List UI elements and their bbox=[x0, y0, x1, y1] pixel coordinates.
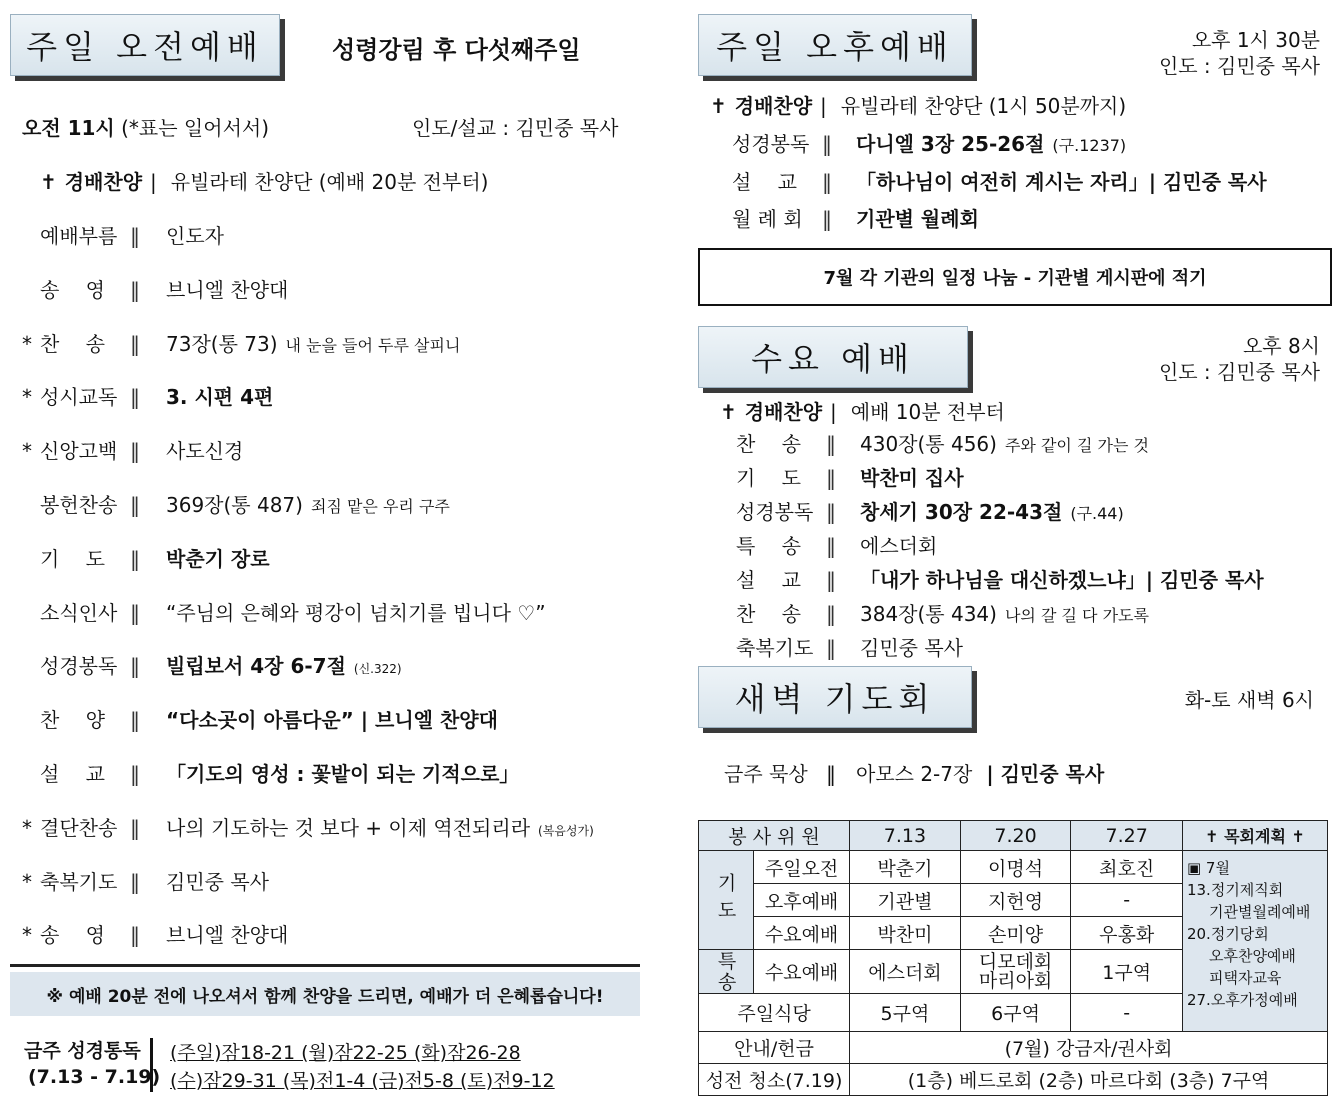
service-item bbox=[22, 489, 450, 518]
item-value: 김민중 목사 bbox=[860, 636, 963, 660]
divider: ‖ bbox=[130, 654, 140, 679]
morning-notice-box: ※ 예배 20분 전에 나오셔서 함께 찬양을 드리면, 예배가 더 은혜롭습니다! bbox=[10, 972, 640, 1016]
item-value: 창세기 30장 22-43절 bbox=[860, 500, 1063, 524]
item-label: 성경봉독 bbox=[40, 654, 118, 679]
service-item bbox=[22, 435, 243, 464]
table-cell: 우홍화 bbox=[1071, 917, 1183, 950]
divider: ‖ bbox=[822, 169, 832, 194]
service-item bbox=[22, 866, 269, 895]
guide-value: (7월) 강금자/권사회 bbox=[850, 1032, 1328, 1064]
dawn-prayer-header: 새벽 기도회 bbox=[698, 666, 972, 728]
afternoon-notice-box: 7월 각 기관의 일정 나눔 - 기관별 게시판에 적기 bbox=[698, 248, 1332, 306]
row-label: 주일식당 bbox=[699, 994, 850, 1032]
item-note: 내 눈을 들어 두루 살피니 bbox=[285, 335, 461, 355]
reading-dates: (7.13 - 7.19) bbox=[28, 1066, 161, 1088]
dawn-value: 아모스 2-7장 bbox=[856, 762, 973, 786]
table-cell: 6구역 bbox=[960, 994, 1071, 1032]
morning-service-subtitle: 성령강림 후 다섯째주일 bbox=[332, 36, 581, 64]
divider: ‖ bbox=[826, 568, 836, 592]
item-note: (복음성가) bbox=[538, 823, 594, 838]
standing-marker: * bbox=[22, 385, 32, 410]
service-item bbox=[22, 919, 288, 948]
standing-marker: * bbox=[22, 439, 32, 464]
service-item bbox=[736, 564, 1264, 593]
divider: ‖ bbox=[826, 432, 836, 456]
plan-item: 27.오후가정예배 bbox=[1186, 991, 1298, 1009]
divider: ‖ bbox=[130, 224, 140, 248]
item-value: 다니엘 3장 25-26절 bbox=[856, 132, 1045, 156]
item-label: 찬 양 bbox=[40, 708, 105, 733]
item-value: 빌립보서 4장 6-7절 bbox=[166, 654, 346, 679]
table-cell: 기관별 bbox=[850, 884, 961, 917]
dawn-row bbox=[724, 758, 1104, 787]
praise-value: 유빌라테 찬양단 (예배 20분 전부터) bbox=[170, 170, 489, 194]
divider: ‖ bbox=[130, 493, 140, 517]
service-item bbox=[736, 428, 1149, 457]
service-item bbox=[22, 597, 546, 626]
item-note: (신.322) bbox=[353, 662, 402, 677]
item-label: 송 영 bbox=[40, 277, 105, 302]
divider: | bbox=[820, 94, 827, 118]
divider: ‖ bbox=[130, 331, 140, 356]
divider: ‖ bbox=[826, 534, 836, 558]
item-value: “다소곳이 아름다운” | 브니엘 찬양대 bbox=[166, 708, 498, 733]
plan-cell bbox=[1182, 851, 1327, 1032]
item-label: 성경봉독 bbox=[732, 132, 810, 156]
item-value: “주님의 은혜와 평강이 넘치기를 빕니다 ♡” bbox=[166, 600, 546, 625]
plan-item: 피택자교육 bbox=[1208, 969, 1282, 987]
afternoon-praise-row bbox=[710, 90, 1126, 119]
date-header: 7.27 bbox=[1071, 821, 1183, 851]
item-label: 송 영 bbox=[40, 923, 105, 948]
service-item bbox=[736, 632, 963, 661]
service-item bbox=[22, 328, 460, 357]
item-label: 성시교독 bbox=[40, 385, 118, 410]
divider: ‖ bbox=[822, 207, 832, 231]
morning-praise-row bbox=[40, 166, 488, 195]
item-label: 예배부름 bbox=[40, 224, 118, 248]
plan-item: 기관별월례예배 bbox=[1208, 903, 1311, 921]
divider: ‖ bbox=[826, 602, 836, 626]
table-cell: 5구역 bbox=[850, 994, 961, 1032]
date-header: 7.20 bbox=[960, 821, 1071, 851]
standing-marker: * bbox=[22, 331, 32, 356]
divider: ‖ bbox=[130, 385, 140, 410]
item-value: 박춘기 장로 bbox=[166, 546, 270, 571]
item-label: 찬 송 bbox=[40, 331, 105, 356]
reading-divider bbox=[150, 1038, 153, 1092]
morning-time bbox=[22, 112, 269, 141]
service-item bbox=[22, 758, 519, 787]
table-cell: 박찬미 bbox=[850, 917, 961, 950]
table-cell: 이명석 bbox=[960, 851, 1071, 884]
service-item bbox=[22, 704, 498, 733]
standing-marker: * bbox=[22, 923, 32, 948]
cross-icon: ✝ bbox=[710, 94, 727, 118]
item-label: 특 송 bbox=[736, 534, 801, 558]
item-label: 기 도 bbox=[40, 546, 105, 571]
morning-leader: 인도/설교 : 김민중 목사 bbox=[412, 116, 619, 140]
dawn-time: 화-토 새벽 6시 bbox=[1184, 688, 1314, 712]
service-item bbox=[22, 220, 224, 249]
item-value: 나의 기도하는 것 보다 + 이제 역전되리라 bbox=[166, 815, 531, 840]
afternoon-leader: 인도 : 김민중 목사 bbox=[1158, 54, 1320, 78]
service-item bbox=[736, 462, 964, 491]
reading-line-1: (주일)잠18-21 (월)잠22-25 (화)잠26-28 bbox=[170, 1042, 521, 1064]
item-value: 기관별 월례회 bbox=[856, 207, 979, 231]
wednesday-praise-row bbox=[720, 396, 1005, 425]
item-value: 「하나님이 여전히 계시는 자리」| 김민중 목사 bbox=[856, 169, 1267, 194]
divider: ‖ bbox=[130, 708, 140, 733]
item-label: 찬 송 bbox=[736, 602, 801, 626]
item-value: 브니엘 찬양대 bbox=[166, 923, 289, 948]
item-value: 「기도의 영성 : 꽃밭이 되는 기적으로」 bbox=[166, 762, 520, 786]
item-value: 3. 시편 4편 bbox=[166, 385, 274, 410]
service-item bbox=[22, 274, 288, 303]
divider: ‖ bbox=[130, 277, 140, 302]
date-header: 7.13 bbox=[850, 821, 961, 851]
service-item bbox=[22, 381, 273, 410]
praise-value: 예배 10분 전부터 bbox=[850, 400, 1005, 424]
table-cell: 에스더회 bbox=[850, 950, 961, 994]
item-label: 찬 송 bbox=[736, 432, 801, 456]
morning-divider-line bbox=[10, 964, 640, 967]
service-table-title: 봉 사 위 원 bbox=[699, 821, 850, 851]
table-cell: 지헌영 bbox=[960, 884, 1071, 917]
table-cell: 디모데회 마리아회 bbox=[960, 950, 1071, 994]
table-cell: - bbox=[1071, 994, 1183, 1032]
praise-label: 경배찬양 bbox=[734, 94, 813, 118]
item-note: (구.1237) bbox=[1052, 136, 1127, 155]
divider: ‖ bbox=[826, 466, 836, 490]
wednesday-leader: 인도 : 김민중 목사 bbox=[1158, 360, 1320, 384]
divider: ‖ bbox=[130, 869, 140, 894]
item-value: 박찬미 집사 bbox=[860, 466, 964, 490]
wednesday-service-header: 수요 예배 bbox=[698, 326, 968, 388]
divider: ‖ bbox=[130, 439, 140, 464]
service-item bbox=[22, 650, 402, 679]
item-note: (구.44) bbox=[1070, 504, 1124, 523]
divider: ‖ bbox=[826, 762, 836, 786]
service-item bbox=[736, 598, 1149, 627]
service-item bbox=[22, 543, 270, 572]
divider: ‖ bbox=[826, 500, 836, 524]
item-value: 384장(통 434) bbox=[860, 602, 997, 626]
item-label: 설 교 bbox=[736, 568, 801, 592]
prayer-group-label: 기도 bbox=[699, 851, 754, 950]
divider: | bbox=[830, 400, 837, 424]
table-cell: 손미양 bbox=[960, 917, 1071, 950]
standing-marker: * bbox=[22, 869, 32, 894]
row-label: 수요예배 bbox=[754, 917, 850, 950]
clean-value: (1층) 베드로회 (2층) 마르다회 (3층) 7구역 bbox=[850, 1064, 1328, 1096]
morning-service-header: 주일 오전예배 bbox=[10, 14, 280, 76]
item-label: 성경봉독 bbox=[736, 500, 814, 524]
service-item bbox=[736, 496, 1124, 525]
afternoon-time: 오후 1시 30분 bbox=[1191, 28, 1320, 52]
divider: ‖ bbox=[130, 815, 140, 840]
item-label: 봉헌찬송 bbox=[40, 493, 118, 517]
table-cell: 1구역 bbox=[1071, 950, 1183, 994]
item-note: 주와 같이 길 가는 것 bbox=[1004, 436, 1149, 455]
item-value: 김민중 목사 bbox=[166, 869, 269, 894]
praise-label: 경배찬양 bbox=[64, 170, 143, 194]
divider: ‖ bbox=[826, 636, 836, 660]
service-table bbox=[698, 820, 1328, 1096]
morning-time-value: 오전 11시 bbox=[22, 116, 115, 140]
praise-value: 유빌라테 찬양단 (1시 50분까지) bbox=[840, 94, 1127, 118]
item-value: 73장(통 73) bbox=[166, 331, 278, 356]
plan-item: ▣ 7월 bbox=[1186, 859, 1230, 877]
item-label: 축복기도 bbox=[736, 636, 814, 660]
item-note: 죄짐 맡은 우리 구주 bbox=[310, 497, 450, 516]
item-value: 369장(통 487) bbox=[166, 493, 303, 517]
special-group-label: 특송 bbox=[699, 950, 754, 994]
cross-icon: ✝ bbox=[40, 170, 57, 194]
table-cell: - bbox=[1071, 884, 1183, 917]
item-note: 나의 갈 길 다 가도록 bbox=[1004, 606, 1149, 625]
item-value: 「내가 하나님을 대신하겠느냐」| 김민중 목사 bbox=[860, 568, 1264, 592]
morning-time-note: (*표는 일어서서) bbox=[121, 116, 270, 140]
item-label: 설 교 bbox=[732, 169, 797, 194]
row-label: 오후예배 bbox=[754, 884, 850, 917]
plan-item: 오후찬양예배 bbox=[1208, 947, 1296, 965]
plan-item: 13.정기제직회 bbox=[1186, 881, 1284, 899]
wednesday-time: 오후 8시 bbox=[1242, 334, 1320, 358]
reading-title: 금주 성경통독 bbox=[24, 1040, 141, 1062]
item-value: 사도신경 bbox=[166, 439, 244, 464]
divider: ‖ bbox=[130, 600, 140, 625]
item-value: 430장(통 456) bbox=[860, 432, 997, 456]
divider: ‖ bbox=[130, 762, 140, 786]
clean-label: 성전 청소(7.19) bbox=[699, 1064, 850, 1096]
table-cell: 박춘기 bbox=[850, 851, 961, 884]
item-label: 결단찬송 bbox=[40, 815, 118, 840]
service-item bbox=[736, 530, 937, 559]
guide-label: 안내/헌금 bbox=[699, 1032, 850, 1064]
afternoon-service-header: 주일 오후예배 bbox=[698, 14, 972, 76]
dawn-label: 금주 묵상 bbox=[724, 762, 808, 786]
divider: ‖ bbox=[130, 923, 140, 948]
item-value: 에스더회 bbox=[860, 534, 938, 558]
item-label: 신앙고백 bbox=[40, 439, 118, 464]
service-item bbox=[22, 812, 594, 841]
standing-marker: * bbox=[22, 815, 32, 840]
table-cell: 최호진 bbox=[1071, 851, 1183, 884]
praise-label: 경배찬양 bbox=[744, 400, 823, 424]
cross-icon: ✝ bbox=[720, 400, 737, 424]
service-item bbox=[732, 128, 1126, 157]
service-item bbox=[732, 203, 979, 232]
item-value: 브니엘 찬양대 bbox=[166, 277, 289, 302]
divider: ‖ bbox=[822, 132, 832, 156]
item-label: 소식인사 bbox=[40, 600, 118, 625]
item-label: 월 례 회 bbox=[732, 207, 803, 231]
service-item bbox=[732, 166, 1267, 195]
divider: ‖ bbox=[130, 546, 140, 571]
row-label: 주일오전 bbox=[754, 851, 850, 884]
plan-item: 20.정기당회 bbox=[1186, 925, 1269, 943]
dawn-preacher: | 김민중 목사 bbox=[986, 762, 1105, 786]
item-label: 축복기도 bbox=[40, 869, 118, 894]
reading-line-2: (수)잠29-31 (목)전1-4 (금)전5-8 (토)전9-12 bbox=[170, 1070, 555, 1092]
item-label: 설 교 bbox=[40, 762, 105, 786]
row-label: 수요예배 bbox=[754, 950, 850, 994]
item-label: 기 도 bbox=[736, 466, 801, 490]
item-value: 인도자 bbox=[166, 224, 224, 248]
divider: | bbox=[150, 170, 157, 194]
plan-title: ✝ 목회계획 ✝ bbox=[1182, 821, 1327, 851]
